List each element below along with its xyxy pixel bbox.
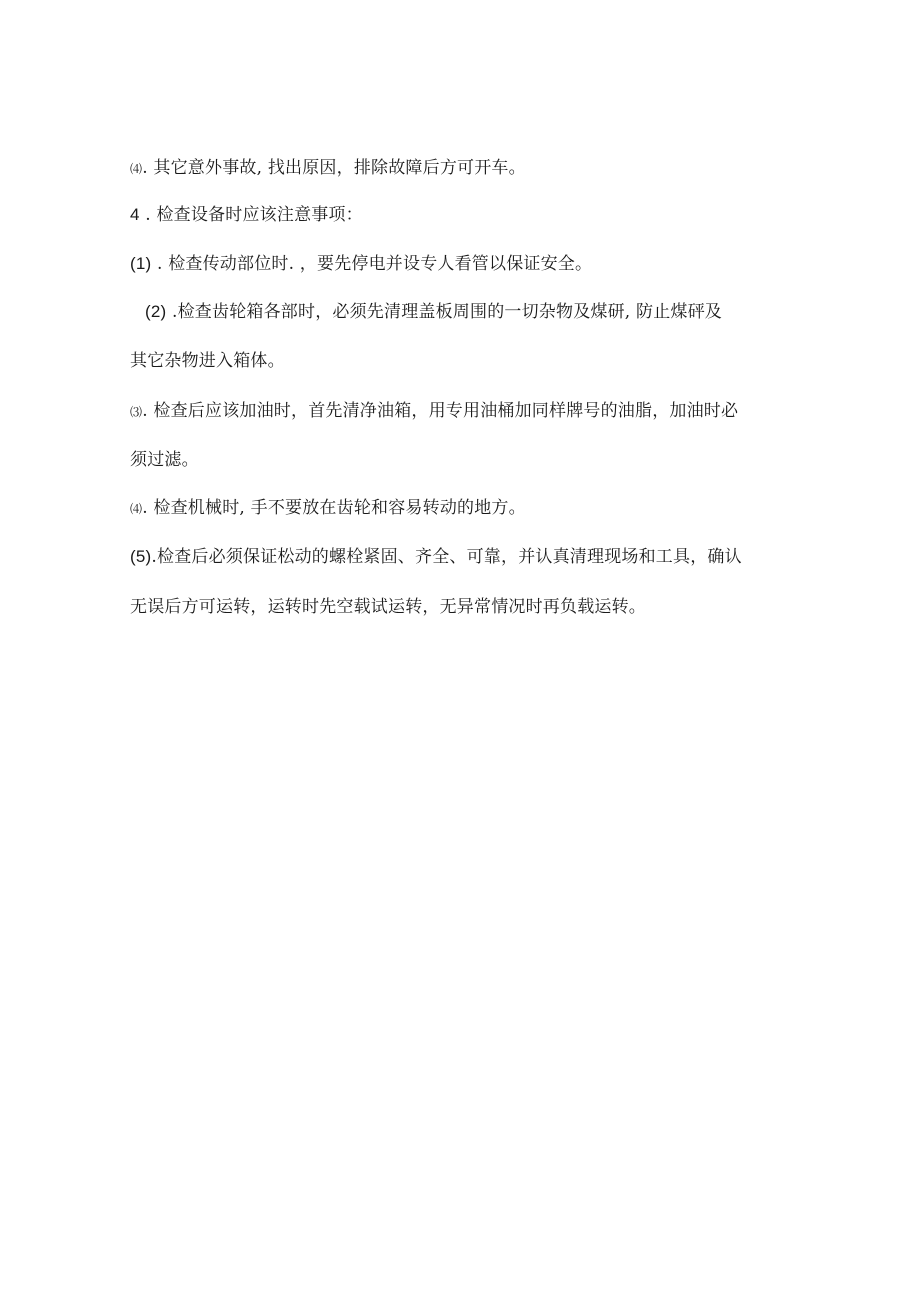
item-1-transmission [130, 253, 592, 275]
item-marker: ⑶ [130, 405, 143, 419]
item-2-gearbox [145, 301, 722, 323]
item-text: 须过滤。 [130, 450, 199, 470]
section-4-heading [130, 204, 363, 226]
item-3-continuation [130, 449, 199, 471]
item-text: . 检查后应该加油时，首先清净油箱，用专用油桶加同样牌号的油脂，加油时必 [142, 401, 739, 421]
item-marker: ⑷ [130, 162, 143, 176]
item-marker: (2) [145, 302, 167, 321]
item-4-hands [130, 497, 526, 520]
item-marker: (5) [130, 547, 152, 566]
section-title: . 检查设备时应该注意事项： [139, 205, 363, 225]
item-4-other-accidents [130, 157, 526, 180]
item-text: . 检查机械时, 手不要放在齿轮和容易转动的地方。 [142, 498, 526, 518]
item-5-bolts [130, 546, 742, 568]
item-text: . 其它意外事故, 找出原因，排除故障后方可开车。 [142, 158, 526, 178]
item-text: 无误后方可运转，运转时先空载试运转，无异常情况时再负载运转。 [130, 597, 646, 617]
item-text: .检查后必须保证松动的螺栓紧固、齐全、可靠，并认真清理现场和工具，确认 [151, 547, 742, 567]
section-number: 4 [130, 205, 140, 224]
item-5-continuation [130, 596, 646, 618]
item-marker: (1) [130, 254, 152, 273]
item-3-oiling [130, 400, 738, 423]
item-text: .检查齿轮箱各部时，必须先清理盖板周围的一切杂物及煤研, 防止煤砰及 [166, 302, 723, 322]
item-text: 其它杂物进入箱体。 [130, 351, 285, 371]
item-2-continuation [130, 350, 285, 372]
item-marker: ⑷ [130, 502, 143, 516]
item-text: . 检查传动部位时. ，要先停电并设专人看管以保证安全。 [151, 254, 593, 274]
